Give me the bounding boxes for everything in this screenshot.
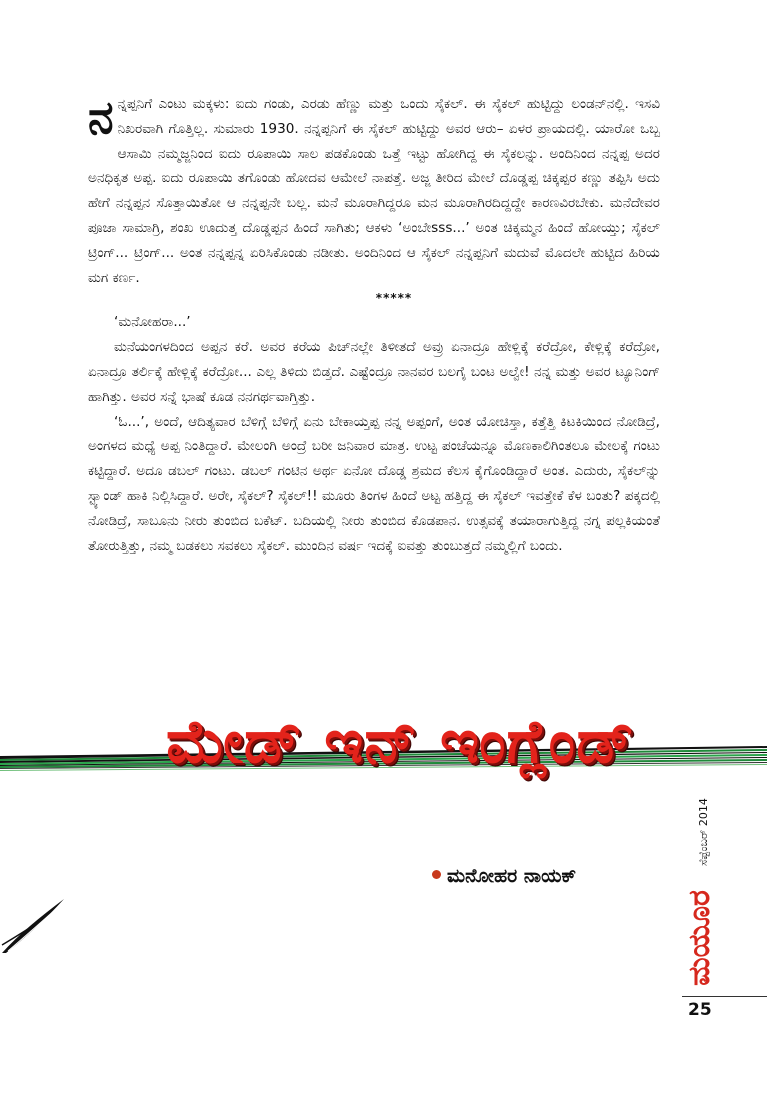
page-number-rule [682, 996, 767, 997]
page-number: 25 [688, 1000, 712, 1020]
paragraph-3: ಮನೆಯಂಗಳದಿಂದ ಅಪ್ಪನ ಕರೆ. ಅವರ ಕರೆಯ ಪಿಚ್‌ನಲ್ಲೇ ತಿಳೀತದೆ ಅವ್ರು ಏನಾದ್ರೂ ಹೇಳ್ಲಿಕ್ಕೆ ಕರೆದ್ರೋ, ಕೇಳ್ಲಿಕ್ಕೆ ಕರೆದ್ರೋ, ಏನಾದ್ರೂ ತರ್ಲಿಕ್ಕೆ ಹೇಳ್ಲಿಕ್ಕೆ ಕರೆದ್ರೋ... ಎಲ್ಲ ತಿಳಿದು ಬಿಡ್ತದೆ. ಎಷ್ಟೆಂದ್ರೂ ನಾನವರ ಬಲಗೈ ಬಂಟ ಅಲ್ವೇ! ನನ್ನ ಮತ್ತು ಅವರ ಟ್ಯೂನಿಂಗ್ ಹಾಗಿತ್ತು. ಅವರ ಸನ್ನೆ ಭಾಷೆ ಕೂಡ ನನಗರ್ಥವಾಗ್ತಿತ್ತು. [88, 339, 660, 405]
section-break: ***** [375, 291, 413, 306]
paragraph-1-text: ನ್ನಪ್ಪನಿಗೆ ಎಂಟು ಮಕ್ಕಳು: ಐದು ಗಂಡು, ಎರಡು ಹೆಣ್ಣು ಮತ್ತು ಒಂದು ಸೈಕಲ್. ಈ ಸೈಕಲ್ ಹುಟ್ಟಿದ್ದು ಲಂಡನ್‌ನಲ್ಲಿ. ಇಸವಿ ನಿಖರವಾಗಿ ಗೊತ್ತಿಲ್ಲ. ಸುಮಾರು 1930. ನನ್ನಪ್ಪನಿಗೆ ಈ ಸೈಕಲ್ ಹುಟ್ಟಿದ್ದು ಅವರ ಆರು– ಏಳರ ಪ್ರಾಯದಲ್ಲಿ. ಯಾರೋ ಒಬ್ಬ ಆಸಾಮಿ ನಮ್ಮಜ್ಜನಿಂದ ಐದು ರೂಪಾಯಿ ಸಾಲ ಪಡಕೊಂಡು ಒತ್ತೆ ಇಟ್ಟು ಹೋಗಿದ್ದ ಈ ಸೈಕಲನ್ನು. ಅಂದಿನಿಂದ ನನ್ನಪ್ಪ ಅದರ ಅನಧಿಕೃತ ಅಪ್ಪ. ಐದು ರೂಪಾಯಿ ತಗೊಂಡು ಹೋದವ ಆಮೇಲೆ ನಾಪತ್ತೆ. ಅಜ್ಜ ತೀರಿದ ಮೇಲೆ ದೊಡ್ಡಪ್ಪ ಚಿಕ್ಕಪ್ಪರ ಕಣ್ಣು ತಪ್ಪಿಸಿ ಅದು ಹೇಗೆ ನನ್ನಪ್ಪನ ಸೊತ್ತಾಯಿತೋ ಆ ನನ್ನಪ್ಪನೇ ಬಲ್ಲ. ಮನೆ ಮೂರಾಗಿದ್ದರೂ ಮನ ಮೂರಾಗಿರದಿದ್ದದ್ದೇ ಕಾರಣವಿರಬೇಕು. ಮನೆದೇವರ ಪೂಜಾ ಸಾಮಾಗ್ರಿ, ಶಂಖ ಊದುತ್ತ ದೊಡ್ಡಪ್ಪನ ಹಿಂದೆ ಸಾಗಿತು; ಆಕಳು ‘ಅಂಬೇsss...’ ಅಂತ ಚಿಕ್ಕಮ್ಮನ ಹಿಂದೆ ಹೋಯ್ತು; ಸೈಕಲ್ ಟ್ರಿಂಗ್... ಟ್ರಿಂಗ್... ಅಂತ ನನ್ನಪ್ಪನ್ನ ಏರಿಸಿಕೊಂಡು ನಡೀತು. ಅಂದಿನಿಂದ ಆ ಸೈಕಲ್ ನನ್ನಪ್ಪನಿಗೆ ಮದುವೆ ಮೊದಲೇ ಹುಟ್ಟಿದ ಹಿರಿಯ ಮಗ ಕರ್ಣ. [88, 96, 660, 286]
issue-date: ಸೆಪ್ಟೆಂಬರ್ 2014 [697, 798, 710, 866]
bullet-dot-icon [432, 870, 441, 879]
paragraph-4: ‘ಓ...’, ಅಂದೆ, ಆದಿತ್ಯವಾರ ಬೆಳಿಗ್ಗೆ ಬೆಳಿಗ್ಗೆ ಏನು ಬೇಕಾಯ್ತಪ್ಪ ನನ್ನ ಅಪ್ಪಂಗೆ, ಅಂತ ಯೋಚಿಸ್ತಾ, ಕತ್ತೆತ್ತಿ ಕಿಟಕಿಯಿಂದ ನೋಡಿದ್ರೆ, ಅಂಗಳದ ಮಧ್ಯೆ ಅಪ್ಪ ನಿಂತಿದ್ದಾರೆ. ಮೇಲಂಗಿ ಅಂದ್ರೆ ಬರೀ ಜನಿವಾರ ಮಾತ್ರ. ಉಟ್ಟ ಪಂಚೆಯನ್ನೂ ಮೊಣಕಾಲಿಗಿಂತಲೂ ಮೇಲಕ್ಕೆ ಗಂಟು ಕಟ್ಟಿದ್ದಾರೆ. ಅದೂ ಡಬಲ್ ಗಂಟು. ಡಬಲ್ ಗಂಟಿನ ಅರ್ಥ ಏನೋ ದೊಡ್ಡ ಶ್ರಮದ ಕೆಲಸ ಕೈಗೊಂಡಿದ್ದಾರೆ ಅಂತ. ಎದುರು, ಸೈಕಲ್‌ನ್ನು ಸ್ಟ್ಯಾಂಡ್ ಹಾಕಿ ನಿಲ್ಲಿಸಿದ್ದಾರೆ. ಅರೇ, ಸೈಕಲ್? ಸೈಕಲ್!! ಮೂರು ತಿಂಗಳ ಹಿಂದೆ ಅಟ್ಟ ಹತ್ತಿದ್ದ ಈ ಸೈಕಲ್ ಇವತ್ತೇಕೆ ಕೆಳ ಬಂತು? ಪಕ್ಕದಲ್ಲಿ ನೋಡಿದ್ರೆ, ಸಾಬೂನು ನೀರು ತುಂಬಿದ ಬಕೆಟ್. ಬದಿಯಲ್ಲಿ ನೀರು ತುಂಬಿದ ಕೊಡಪಾನ. ಉತ್ಸವಕ್ಕೆ ತಯಾರಾಗುತ್ತಿದ್ದ ನಗ್ನ ಪಲ್ಲಕಿಯಂತೆ ತೋರುತ್ತಿತ್ತು, ನಮ್ಮ ಬಡಕಲು ಸವಕಲು ಸೈಕಲ್. ಮುಂದಿನ ವರ್ಷ ಇದಕ್ಕೆ ಐವತ್ತು ತುಂಬುತ್ತದೆ ನಮ್ಮಲ್ಲಿಗೆ ಬಂದು. [88, 413, 660, 554]
article-body [88, 92, 660, 558]
quill-decoration-icon [0, 895, 70, 955]
paragraph-2: ‘ಮನೋಹರಾ...’ [114, 314, 191, 331]
author-name: ಮನೋಹರ ನಾಯಕ್ [447, 865, 577, 887]
masthead [682, 800, 722, 990]
author-byline [432, 863, 576, 889]
drop-cap: ನ [88, 90, 114, 144]
magazine-name: ಮಯೂರ [682, 890, 717, 986]
article-title: ಮೇಡ್ ಇನ್ ಇಂಗ್ಲೆಂಡ್ [166, 707, 635, 777]
paragraph-1 [88, 92, 660, 290]
